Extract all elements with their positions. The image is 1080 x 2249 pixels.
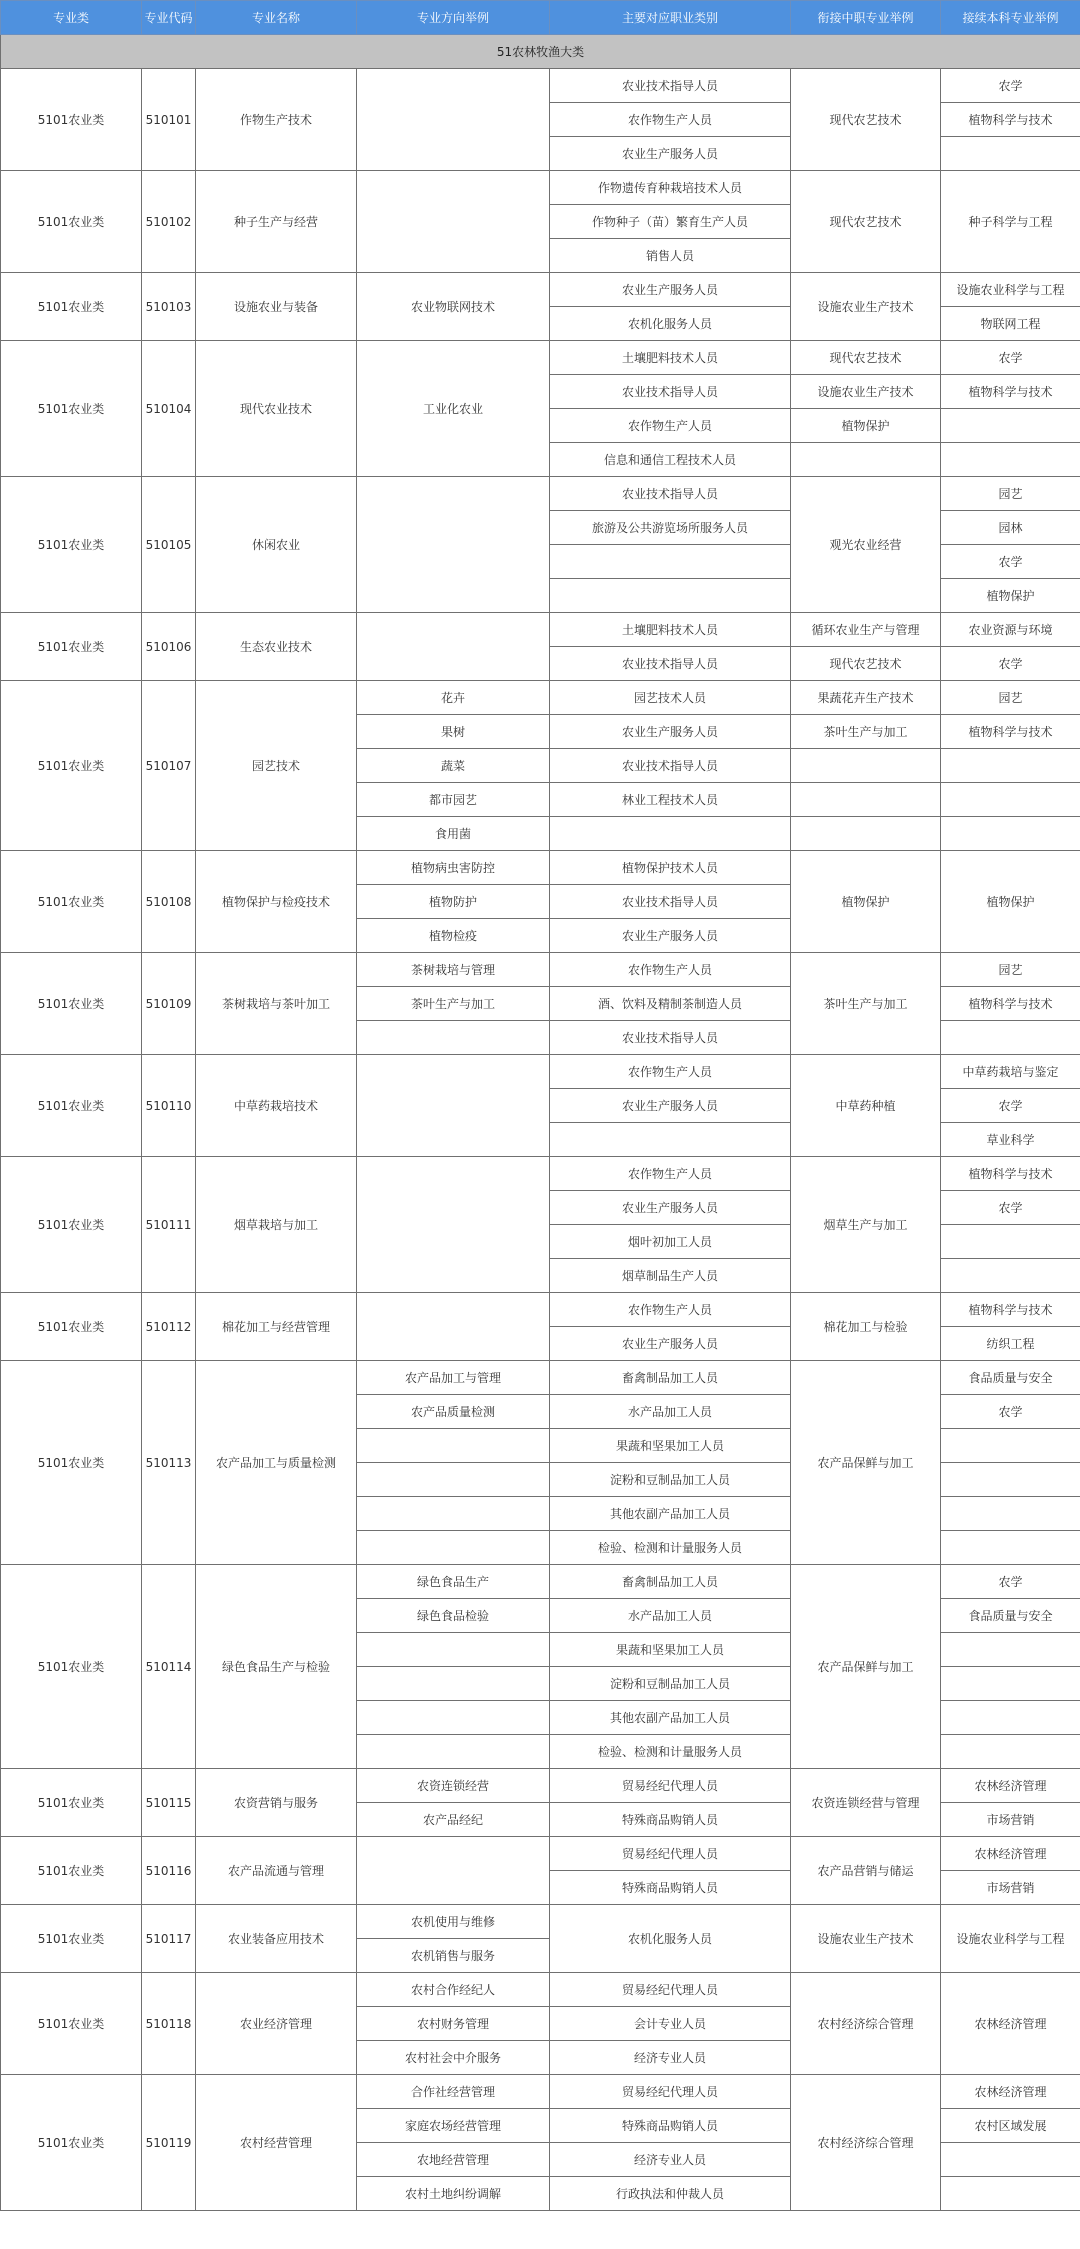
major-class-cell: 5101农业类	[1, 1905, 142, 1973]
table-row	[1, 1905, 1080, 1939]
major-class-cell: 5101农业类	[1, 273, 142, 341]
major-class-cell: 5101农业类	[1, 1361, 142, 1565]
occupation-cell: 贸易经纪代理人员	[550, 1973, 791, 2007]
occupation-cell: 农业技术指导人员	[550, 1021, 791, 1055]
secondary-major-cell: 果蔬花卉生产技术	[791, 681, 941, 715]
table-row	[1, 1055, 1080, 1089]
major-class-cell: 5101农业类	[1, 341, 142, 477]
bachelor-major-cell: 农学	[941, 1565, 1080, 1599]
occupation-cell: 土壤肥料技术人员	[550, 341, 791, 375]
secondary-major-cell: 现代农艺技术	[791, 647, 941, 681]
occupation-cell: 植物保护技术人员	[550, 851, 791, 885]
major-name-cell: 烟草栽培与加工	[196, 1157, 357, 1293]
bachelor-major-cell: 农学	[941, 69, 1080, 103]
major-class-cell: 5101农业类	[1, 1769, 142, 1837]
secondary-major-cell: 农产品保鲜与加工	[791, 1565, 941, 1769]
bachelor-major-cell: 农林经济管理	[941, 1769, 1080, 1803]
direction-cell	[357, 1157, 550, 1293]
occupation-cell: 淀粉和豆制品加工人员	[550, 1667, 791, 1701]
direction-cell: 绿色食品生产	[357, 1565, 550, 1599]
secondary-major-cell: 植物保护	[791, 851, 941, 953]
direction-cell	[357, 1293, 550, 1361]
bachelor-major-cell: 园艺	[941, 953, 1080, 987]
table-row	[1, 1157, 1080, 1191]
occupation-cell	[550, 579, 791, 613]
bachelor-major-cell: 食品质量与安全	[941, 1599, 1080, 1633]
direction-cell	[357, 1429, 550, 1463]
direction-cell: 茶叶生产与加工	[357, 987, 550, 1021]
major-name-cell: 现代农业技术	[196, 341, 357, 477]
header-secondary-major: 衔接中职专业举例	[791, 1, 941, 35]
occupation-cell: 农业生产服务人员	[550, 1191, 791, 1225]
secondary-major-cell: 农产品营销与储运	[791, 1837, 941, 1905]
major-class-cell: 5101农业类	[1, 477, 142, 613]
header-major-name: 专业名称	[196, 1, 357, 35]
major-code-cell: 510109	[142, 953, 196, 1055]
direction-cell: 植物检疫	[357, 919, 550, 953]
occupation-cell: 农作物生产人员	[550, 1055, 791, 1089]
bachelor-major-cell	[941, 137, 1080, 171]
major-name-cell: 农业装备应用技术	[196, 1905, 357, 1973]
occupation-cell: 旅游及公共游览场所服务人员	[550, 511, 791, 545]
bachelor-major-cell: 农业资源与环境	[941, 613, 1080, 647]
direction-cell	[357, 69, 550, 171]
bachelor-major-cell: 园艺	[941, 477, 1080, 511]
bachelor-major-cell: 农村区域发展	[941, 2109, 1080, 2143]
table-row	[1, 1361, 1080, 1395]
direction-cell	[357, 1463, 550, 1497]
occupation-cell: 检验、检测和计量服务人员	[550, 1735, 791, 1769]
secondary-major-cell: 茶叶生产与加工	[791, 953, 941, 1055]
major-name-cell: 农资营销与服务	[196, 1769, 357, 1837]
bachelor-major-cell	[941, 1021, 1080, 1055]
secondary-major-cell: 中草药种植	[791, 1055, 941, 1157]
direction-cell: 食用菌	[357, 817, 550, 851]
direction-cell	[357, 171, 550, 273]
bachelor-major-cell: 市场营销	[941, 1803, 1080, 1837]
occupation-cell: 销售人员	[550, 239, 791, 273]
bachelor-major-cell: 食品质量与安全	[941, 1361, 1080, 1395]
occupation-cell: 农作物生产人员	[550, 409, 791, 443]
secondary-major-cell: 烟草生产与加工	[791, 1157, 941, 1293]
bachelor-major-cell	[941, 1667, 1080, 1701]
secondary-major-cell: 植物保护	[791, 409, 941, 443]
bachelor-major-cell: 植物科学与技术	[941, 715, 1080, 749]
bachelor-major-cell: 植物科学与技术	[941, 987, 1080, 1021]
occupation-cell: 淀粉和豆制品加工人员	[550, 1463, 791, 1497]
direction-cell: 农业物联网技术	[357, 273, 550, 341]
major-name-cell: 农产品流通与管理	[196, 1837, 357, 1905]
bachelor-major-cell	[941, 443, 1080, 477]
secondary-major-cell: 农村经济综合管理	[791, 2075, 941, 2211]
occupation-cell: 农作物生产人员	[550, 103, 791, 137]
bachelor-major-cell: 农学	[941, 1191, 1080, 1225]
major-name-cell: 种子生产与经营	[196, 171, 357, 273]
direction-cell: 农产品经纪	[357, 1803, 550, 1837]
major-name-cell: 园艺技术	[196, 681, 357, 851]
direction-cell	[357, 1633, 550, 1667]
table-row	[1, 477, 1080, 511]
major-name-cell: 农产品加工与质量检测	[196, 1361, 357, 1565]
direction-cell: 家庭农场经营管理	[357, 2109, 550, 2143]
occupation-cell: 贸易经纪代理人员	[550, 1769, 791, 1803]
secondary-major-cell: 农产品保鲜与加工	[791, 1361, 941, 1565]
secondary-major-cell: 设施农业生产技术	[791, 1905, 941, 1973]
table-row	[1, 613, 1080, 647]
occupation-cell: 农业生产服务人员	[550, 715, 791, 749]
direction-cell: 农地经营管理	[357, 2143, 550, 2177]
direction-cell	[357, 1735, 550, 1769]
occupation-cell	[550, 545, 791, 579]
bachelor-major-cell	[941, 1497, 1080, 1531]
secondary-major-cell	[791, 817, 941, 851]
occupation-cell: 烟叶初加工人员	[550, 1225, 791, 1259]
bachelor-major-cell: 设施农业科学与工程	[941, 273, 1080, 307]
table-row	[1, 1769, 1080, 1803]
major-class-cell: 5101农业类	[1, 851, 142, 953]
occupation-cell: 会计专业人员	[550, 2007, 791, 2041]
table-row	[1, 1293, 1080, 1327]
major-class-cell: 5101农业类	[1, 171, 142, 273]
major-code-cell: 510108	[142, 851, 196, 953]
major-name-cell: 中草药栽培技术	[196, 1055, 357, 1157]
bachelor-major-cell: 植物科学与技术	[941, 1293, 1080, 1327]
occupation-cell: 农机化服务人员	[550, 1905, 791, 1973]
bachelor-major-cell: 中草药栽培与鉴定	[941, 1055, 1080, 1089]
direction-cell	[357, 1497, 550, 1531]
table-row	[1, 1837, 1080, 1871]
major-class-cell: 5101农业类	[1, 1973, 142, 2075]
occupation-cell: 农作物生产人员	[550, 1293, 791, 1327]
header-major-code: 专业代码	[142, 1, 196, 35]
bachelor-major-cell	[941, 409, 1080, 443]
occupation-cell: 贸易经纪代理人员	[550, 1837, 791, 1871]
occupation-cell: 水产品加工人员	[550, 1395, 791, 1429]
major-name-cell: 设施农业与装备	[196, 273, 357, 341]
direction-cell	[357, 1667, 550, 1701]
direction-cell	[357, 1531, 550, 1565]
bachelor-major-cell	[941, 1463, 1080, 1497]
occupation-cell	[550, 817, 791, 851]
major-code-cell: 510103	[142, 273, 196, 341]
bachelor-major-cell: 农学	[941, 1395, 1080, 1429]
bachelor-major-cell	[941, 2177, 1080, 2211]
occupation-cell: 农业生产服务人员	[550, 273, 791, 307]
major-code-cell: 510119	[142, 2075, 196, 2211]
bachelor-major-cell: 农学	[941, 647, 1080, 681]
secondary-major-cell: 农资连锁经营与管理	[791, 1769, 941, 1837]
occupation-cell	[550, 1123, 791, 1157]
secondary-major-cell: 现代农艺技术	[791, 341, 941, 375]
direction-cell	[357, 613, 550, 681]
bachelor-major-cell	[941, 1429, 1080, 1463]
occupation-cell: 经济专业人员	[550, 2143, 791, 2177]
bachelor-major-cell	[941, 817, 1080, 851]
occupation-cell: 果蔬和坚果加工人员	[550, 1633, 791, 1667]
bachelor-major-cell: 草业科学	[941, 1123, 1080, 1157]
direction-cell	[357, 1837, 550, 1905]
direction-cell: 植物防护	[357, 885, 550, 919]
direction-cell: 工业化农业	[357, 341, 550, 477]
occupation-cell: 农业技术指导人员	[550, 647, 791, 681]
occupation-cell: 土壤肥料技术人员	[550, 613, 791, 647]
direction-cell	[357, 1021, 550, 1055]
major-code-cell: 510113	[142, 1361, 196, 1565]
bachelor-major-cell: 农林经济管理	[941, 1973, 1080, 2075]
direction-cell: 农村社会中介服务	[357, 2041, 550, 2075]
major-code-cell: 510117	[142, 1905, 196, 1973]
bachelor-major-cell: 设施农业科学与工程	[941, 1905, 1080, 1973]
major-code-cell: 510104	[142, 341, 196, 477]
bachelor-major-cell	[941, 1735, 1080, 1769]
category-label: 51农林牧渔大类	[1, 35, 1080, 69]
major-class-cell: 5101农业类	[1, 1157, 142, 1293]
table-row	[1, 2075, 1080, 2109]
major-class-cell: 5101农业类	[1, 953, 142, 1055]
bachelor-major-cell: 物联网工程	[941, 307, 1080, 341]
major-class-cell: 5101农业类	[1, 69, 142, 171]
occupation-cell: 农业生产服务人员	[550, 919, 791, 953]
bachelor-major-cell: 植物科学与技术	[941, 375, 1080, 409]
major-class-cell: 5101农业类	[1, 1837, 142, 1905]
header-row	[1, 1, 1080, 35]
occupation-cell: 园艺技术人员	[550, 681, 791, 715]
direction-cell	[357, 1701, 550, 1735]
table-row	[1, 953, 1080, 987]
direction-cell: 农村合作经纪人	[357, 1973, 550, 2007]
bachelor-major-cell: 市场营销	[941, 1871, 1080, 1905]
occupation-cell: 畜禽制品加工人员	[550, 1565, 791, 1599]
major-name-cell: 棉花加工与经营管理	[196, 1293, 357, 1361]
bachelor-major-cell	[941, 749, 1080, 783]
secondary-major-cell: 观光农业经营	[791, 477, 941, 613]
major-class-cell: 5101农业类	[1, 2075, 142, 2211]
major-code-cell: 510111	[142, 1157, 196, 1293]
bachelor-major-cell	[941, 1259, 1080, 1293]
secondary-major-cell: 设施农业生产技术	[791, 375, 941, 409]
major-name-cell: 农村经营管理	[196, 2075, 357, 2211]
occupation-cell: 其他农副产品加工人员	[550, 1497, 791, 1531]
direction-cell: 茶树栽培与管理	[357, 953, 550, 987]
bachelor-major-cell	[941, 1225, 1080, 1259]
table-row	[1, 273, 1080, 307]
occupation-cell: 农业生产服务人员	[550, 1327, 791, 1361]
major-code-cell: 510106	[142, 613, 196, 681]
table-row	[1, 69, 1080, 103]
bachelor-major-cell: 植物保护	[941, 851, 1080, 953]
major-code-cell: 510115	[142, 1769, 196, 1837]
major-class-cell: 5101农业类	[1, 681, 142, 851]
major-code-cell: 510112	[142, 1293, 196, 1361]
bachelor-major-cell	[941, 783, 1080, 817]
header-occupation: 主要对应职业类别	[550, 1, 791, 35]
major-code-cell: 510118	[142, 1973, 196, 2075]
bachelor-major-cell: 农学	[941, 1089, 1080, 1123]
occupation-cell: 特殊商品购销人员	[550, 1803, 791, 1837]
major-class-cell: 5101农业类	[1, 613, 142, 681]
occupation-cell: 酒、饮料及精制茶制造人员	[550, 987, 791, 1021]
direction-cell: 绿色食品检验	[357, 1599, 550, 1633]
header-bachelor-major: 接续本科专业举例	[941, 1, 1080, 35]
major-code-cell: 510114	[142, 1565, 196, 1769]
secondary-major-cell	[791, 783, 941, 817]
secondary-major-cell: 设施农业生产技术	[791, 273, 941, 341]
occupation-cell: 经济专业人员	[550, 2041, 791, 2075]
direction-cell: 农资连锁经营	[357, 1769, 550, 1803]
direction-cell: 果树	[357, 715, 550, 749]
major-name-cell: 作物生产技术	[196, 69, 357, 171]
table-row	[1, 681, 1080, 715]
bachelor-major-cell	[941, 1531, 1080, 1565]
occupation-cell: 果蔬和坚果加工人员	[550, 1429, 791, 1463]
occupation-cell: 农业技术指导人员	[550, 477, 791, 511]
major-name-cell: 绿色食品生产与检验	[196, 1565, 357, 1769]
occupation-cell: 农业生产服务人员	[550, 1089, 791, 1123]
major-name-cell: 植物保护与检疫技术	[196, 851, 357, 953]
category-row	[1, 35, 1080, 69]
occupation-cell: 农机化服务人员	[550, 307, 791, 341]
header-major-class: 专业类	[1, 1, 142, 35]
bachelor-major-cell	[941, 2143, 1080, 2177]
direction-cell: 合作社经营管理	[357, 2075, 550, 2109]
direction-cell: 都市园艺	[357, 783, 550, 817]
occupation-cell: 水产品加工人员	[550, 1599, 791, 1633]
table-row	[1, 171, 1080, 205]
major-name-cell: 农业经济管理	[196, 1973, 357, 2075]
occupation-cell: 农业技术指导人员	[550, 885, 791, 919]
major-code-cell: 510116	[142, 1837, 196, 1905]
occupation-cell: 农作物生产人员	[550, 953, 791, 987]
major-name-cell: 茶树栽培与茶叶加工	[196, 953, 357, 1055]
secondary-major-cell: 循环农业生产与管理	[791, 613, 941, 647]
occupation-cell: 特殊商品购销人员	[550, 1871, 791, 1905]
occupation-cell: 林业工程技术人员	[550, 783, 791, 817]
major-code-cell: 510110	[142, 1055, 196, 1157]
direction-cell: 农机使用与维修	[357, 1905, 550, 1939]
direction-cell: 农村财务管理	[357, 2007, 550, 2041]
bachelor-major-cell: 种子科学与工程	[941, 171, 1080, 273]
major-code-cell: 510105	[142, 477, 196, 613]
bachelor-major-cell: 农学	[941, 545, 1080, 579]
occupation-cell: 农作物生产人员	[550, 1157, 791, 1191]
bachelor-major-cell	[941, 1701, 1080, 1735]
major-class-cell: 5101农业类	[1, 1055, 142, 1157]
direction-cell	[357, 477, 550, 613]
occupation-cell: 特殊商品购销人员	[550, 2109, 791, 2143]
table-row	[1, 1973, 1080, 2007]
occupation-cell: 畜禽制品加工人员	[550, 1361, 791, 1395]
bachelor-major-cell: 植物保护	[941, 579, 1080, 613]
secondary-major-cell: 棉花加工与检验	[791, 1293, 941, 1361]
occupation-cell: 其他农副产品加工人员	[550, 1701, 791, 1735]
occupation-cell: 贸易经纪代理人员	[550, 2075, 791, 2109]
bachelor-major-cell: 植物科学与技术	[941, 103, 1080, 137]
table-row	[1, 851, 1080, 885]
secondary-major-cell	[791, 749, 941, 783]
major-code-cell: 510107	[142, 681, 196, 851]
table-row	[1, 341, 1080, 375]
occupation-cell: 农业技术指导人员	[550, 375, 791, 409]
major-name-cell: 休闲农业	[196, 477, 357, 613]
secondary-major-cell: 现代农艺技术	[791, 69, 941, 171]
direction-cell	[357, 1055, 550, 1157]
direction-cell: 农产品加工与管理	[357, 1361, 550, 1395]
header-direction: 专业方向举例	[357, 1, 550, 35]
major-name-cell: 生态农业技术	[196, 613, 357, 681]
direction-cell: 农产品质量检测	[357, 1395, 550, 1429]
direction-cell: 农村土地纠纷调解	[357, 2177, 550, 2211]
bachelor-major-cell: 园艺	[941, 681, 1080, 715]
direction-cell: 植物病虫害防控	[357, 851, 550, 885]
major-class-cell: 5101农业类	[1, 1565, 142, 1769]
occupation-cell: 检验、检测和计量服务人员	[550, 1531, 791, 1565]
bachelor-major-cell: 农林经济管理	[941, 2075, 1080, 2109]
occupation-cell: 作物遗传育种栽培技术人员	[550, 171, 791, 205]
secondary-major-cell: 现代农艺技术	[791, 171, 941, 273]
major-class-cell: 5101农业类	[1, 1293, 142, 1361]
direction-cell: 花卉	[357, 681, 550, 715]
occupation-cell: 作物种子（苗）繁育生产人员	[550, 205, 791, 239]
occupation-cell: 农业技术指导人员	[550, 69, 791, 103]
secondary-major-cell	[791, 443, 941, 477]
occupation-cell: 行政执法和仲裁人员	[550, 2177, 791, 2211]
occupation-cell: 烟草制品生产人员	[550, 1259, 791, 1293]
bachelor-major-cell: 园林	[941, 511, 1080, 545]
major-code-cell: 510102	[142, 171, 196, 273]
secondary-major-cell: 茶叶生产与加工	[791, 715, 941, 749]
occupation-cell: 农业生产服务人员	[550, 137, 791, 171]
bachelor-major-cell: 纺织工程	[941, 1327, 1080, 1361]
bachelor-major-cell: 农学	[941, 341, 1080, 375]
major-code-cell: 510101	[142, 69, 196, 171]
occupation-cell: 农业技术指导人员	[550, 749, 791, 783]
table-row	[1, 1565, 1080, 1599]
bachelor-major-cell: 农林经济管理	[941, 1837, 1080, 1871]
occupation-cell: 信息和通信工程技术人员	[550, 443, 791, 477]
bachelor-major-cell: 植物科学与技术	[941, 1157, 1080, 1191]
direction-cell: 蔬菜	[357, 749, 550, 783]
secondary-major-cell: 农村经济综合管理	[791, 1973, 941, 2075]
bachelor-major-cell	[941, 1633, 1080, 1667]
direction-cell: 农机销售与服务	[357, 1939, 550, 1973]
